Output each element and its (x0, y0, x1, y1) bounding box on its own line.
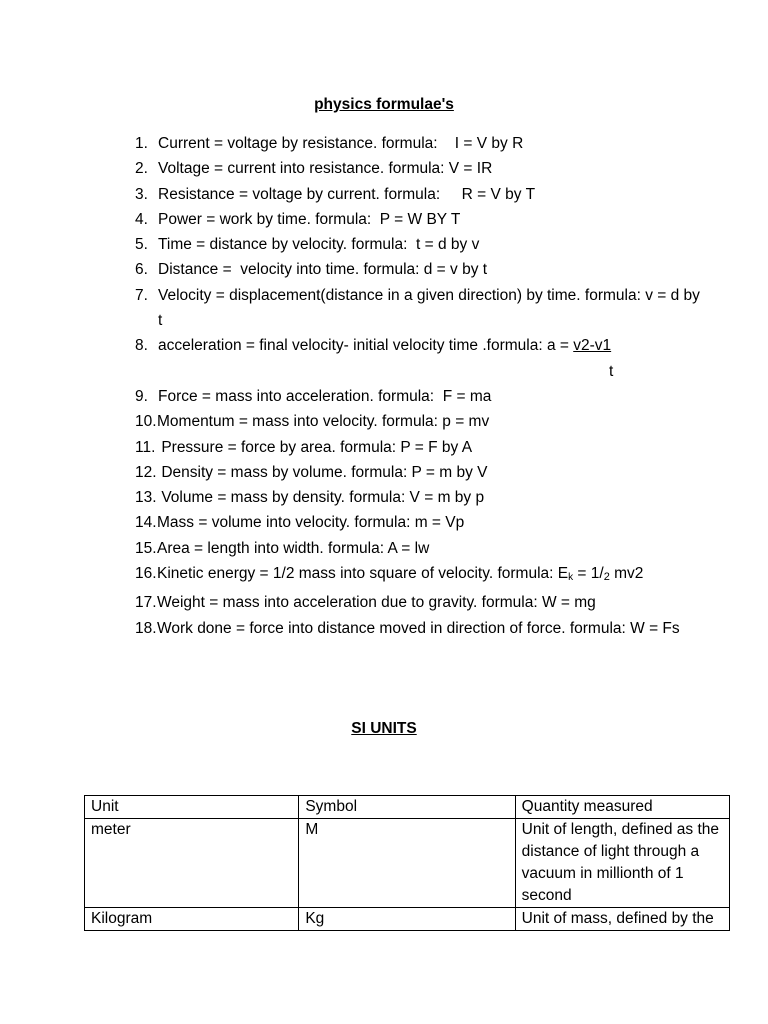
table-row (85, 819, 730, 908)
list-item: 10. Momentum = mass into velocity. formula: p = mv (135, 413, 490, 431)
list-item: 13. Volume = mass by density. formula: V = m by p (135, 489, 485, 507)
fraction-numerator: v2-v1 (573, 337, 612, 355)
list-item: 15. Area = length into width. formula: A = lw (135, 539, 430, 557)
table-cell: Unit of length, defined as the distance of light through a vacuum in millionth of 1 second (515, 819, 729, 908)
list-item: 16. Kinetic energy = 1/2 mass into square of velocity. formula: $E_k = 1/2$ mv2 (135, 565, 644, 584)
table-header-cell: Unit (85, 796, 299, 819)
table-header-cell: Quantity measured (515, 796, 729, 819)
list-item: 14. Mass = volume into velocity. formula: m = Vp (135, 514, 465, 532)
table-row (85, 908, 730, 931)
page-title: physics formulae's (314, 96, 454, 113)
list-item: 12. Density = mass by volume. formula: P = m by V (135, 463, 488, 481)
list-item: 5. Time = distance by velocity. formula: t = d by v (135, 236, 480, 254)
table-header-cell: Symbol (299, 796, 515, 819)
table-cell: Kilogram (85, 908, 299, 931)
table-cell: M (299, 819, 515, 908)
fraction-denominator: t (609, 362, 614, 380)
table-cell: Kg (299, 908, 515, 931)
si-units-heading: SI UNITS (351, 720, 417, 737)
list-item: 18. Work done = force into distance moved in direction of force. formula: W = Fs (135, 619, 680, 637)
formula-list (135, 131, 735, 641)
list-item: 9. Force = mass into acceleration. formula: F = ma (135, 387, 492, 405)
list-item-continuation (135, 359, 735, 384)
table-header-row (85, 796, 730, 819)
table-cell: meter (85, 819, 299, 908)
list-item-continuation: t (158, 312, 163, 330)
list-item: 7. Velocity = displacement(distance in a given direction) by time. formula: v = d by (135, 286, 700, 304)
list-item: 8. acceleration = final velocity- initial velocity time .formula: a = v2-v1 (135, 337, 612, 355)
si-units-table (84, 795, 730, 931)
list-item: 3. Resistance = voltage by current. formula: R = V by T (135, 185, 536, 203)
table-cell: Unit of mass, defined by the (515, 908, 729, 931)
list-item: 6. Distance = velocity into time. formula: d = v by t (135, 261, 488, 279)
list-item: 1. Current = voltage by resistance. formula: I = V by R (135, 135, 524, 152)
list-item: 4. Power = work by time. formula: P = W BY T (135, 210, 461, 228)
list-item: 17. Weight = mass into acceleration due to gravity. formula: W = mg (135, 594, 596, 612)
list-item: 11. Pressure = force by area. formula: P = F by A (135, 438, 473, 456)
list-item: 2. Voltage = current into resistance. formula: V = IR (135, 160, 493, 178)
